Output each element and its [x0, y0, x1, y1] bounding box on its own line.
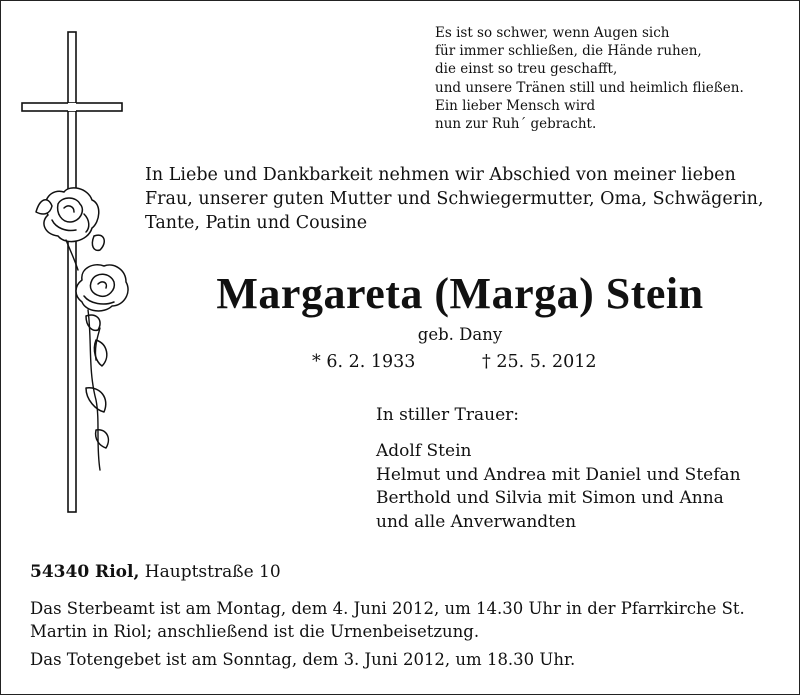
mourner-line: und alle Anverwandten	[376, 511, 577, 532]
mourner-line: Berthold und Silvia mit Simon und Anna	[376, 488, 724, 508]
deceased-name: Margareta (Marga) Stein	[216, 269, 704, 318]
birth-date: * 6. 2. 1933	[312, 352, 416, 372]
poem-line: für immer schließen, die Hände ruhen,	[435, 43, 702, 60]
mourners-heading: In stiller Trauer:	[376, 405, 519, 425]
intro-text: In Liebe und Dankbarkeit nehmen wir Abschied von meiner lieben Frau, unserer guten Mutter und Schwiegermutter, Oma, Schwägerin, Tante, Patin und Cousine	[145, 165, 764, 233]
mourner-line: Helmut und Andrea mit Daniel und Stefan	[376, 464, 741, 485]
prayer-notice: Das Totengebet ist am Sonntag, dem 3. Juni 2012, um 18.30 Uhr.	[30, 650, 576, 669]
mourners-list	[376, 440, 741, 534]
address	[30, 562, 281, 582]
mourner-line: Adolf Stein	[376, 441, 472, 461]
requiem-notice: Das Sterbeamt ist am Montag, dem 4. Juni 2012, um 14.30 Uhr in der Pfarrkirche St. Martin in Riol; anschließend ist die Urnenbeisetzung.	[30, 599, 745, 642]
poem-line: nun zur Ruh´ gebracht.	[435, 116, 597, 133]
poem-line: Es ist so schwer, wenn Augen sich	[435, 25, 670, 41]
address-street: Hauptstraße 10	[139, 562, 281, 582]
death-date: † 25. 5. 2012	[482, 352, 597, 372]
poem-line: die einst so treu geschafft,	[435, 61, 618, 78]
poem-line: Ein lieber Mensch wird	[435, 97, 596, 114]
poem-line: und unsere Tränen still und heimlich fließen.	[435, 79, 744, 96]
address-place: 54340 Riol,	[30, 562, 140, 582]
memorial-poem	[435, 24, 744, 133]
maiden-name: geb. Dany	[417, 325, 503, 344]
